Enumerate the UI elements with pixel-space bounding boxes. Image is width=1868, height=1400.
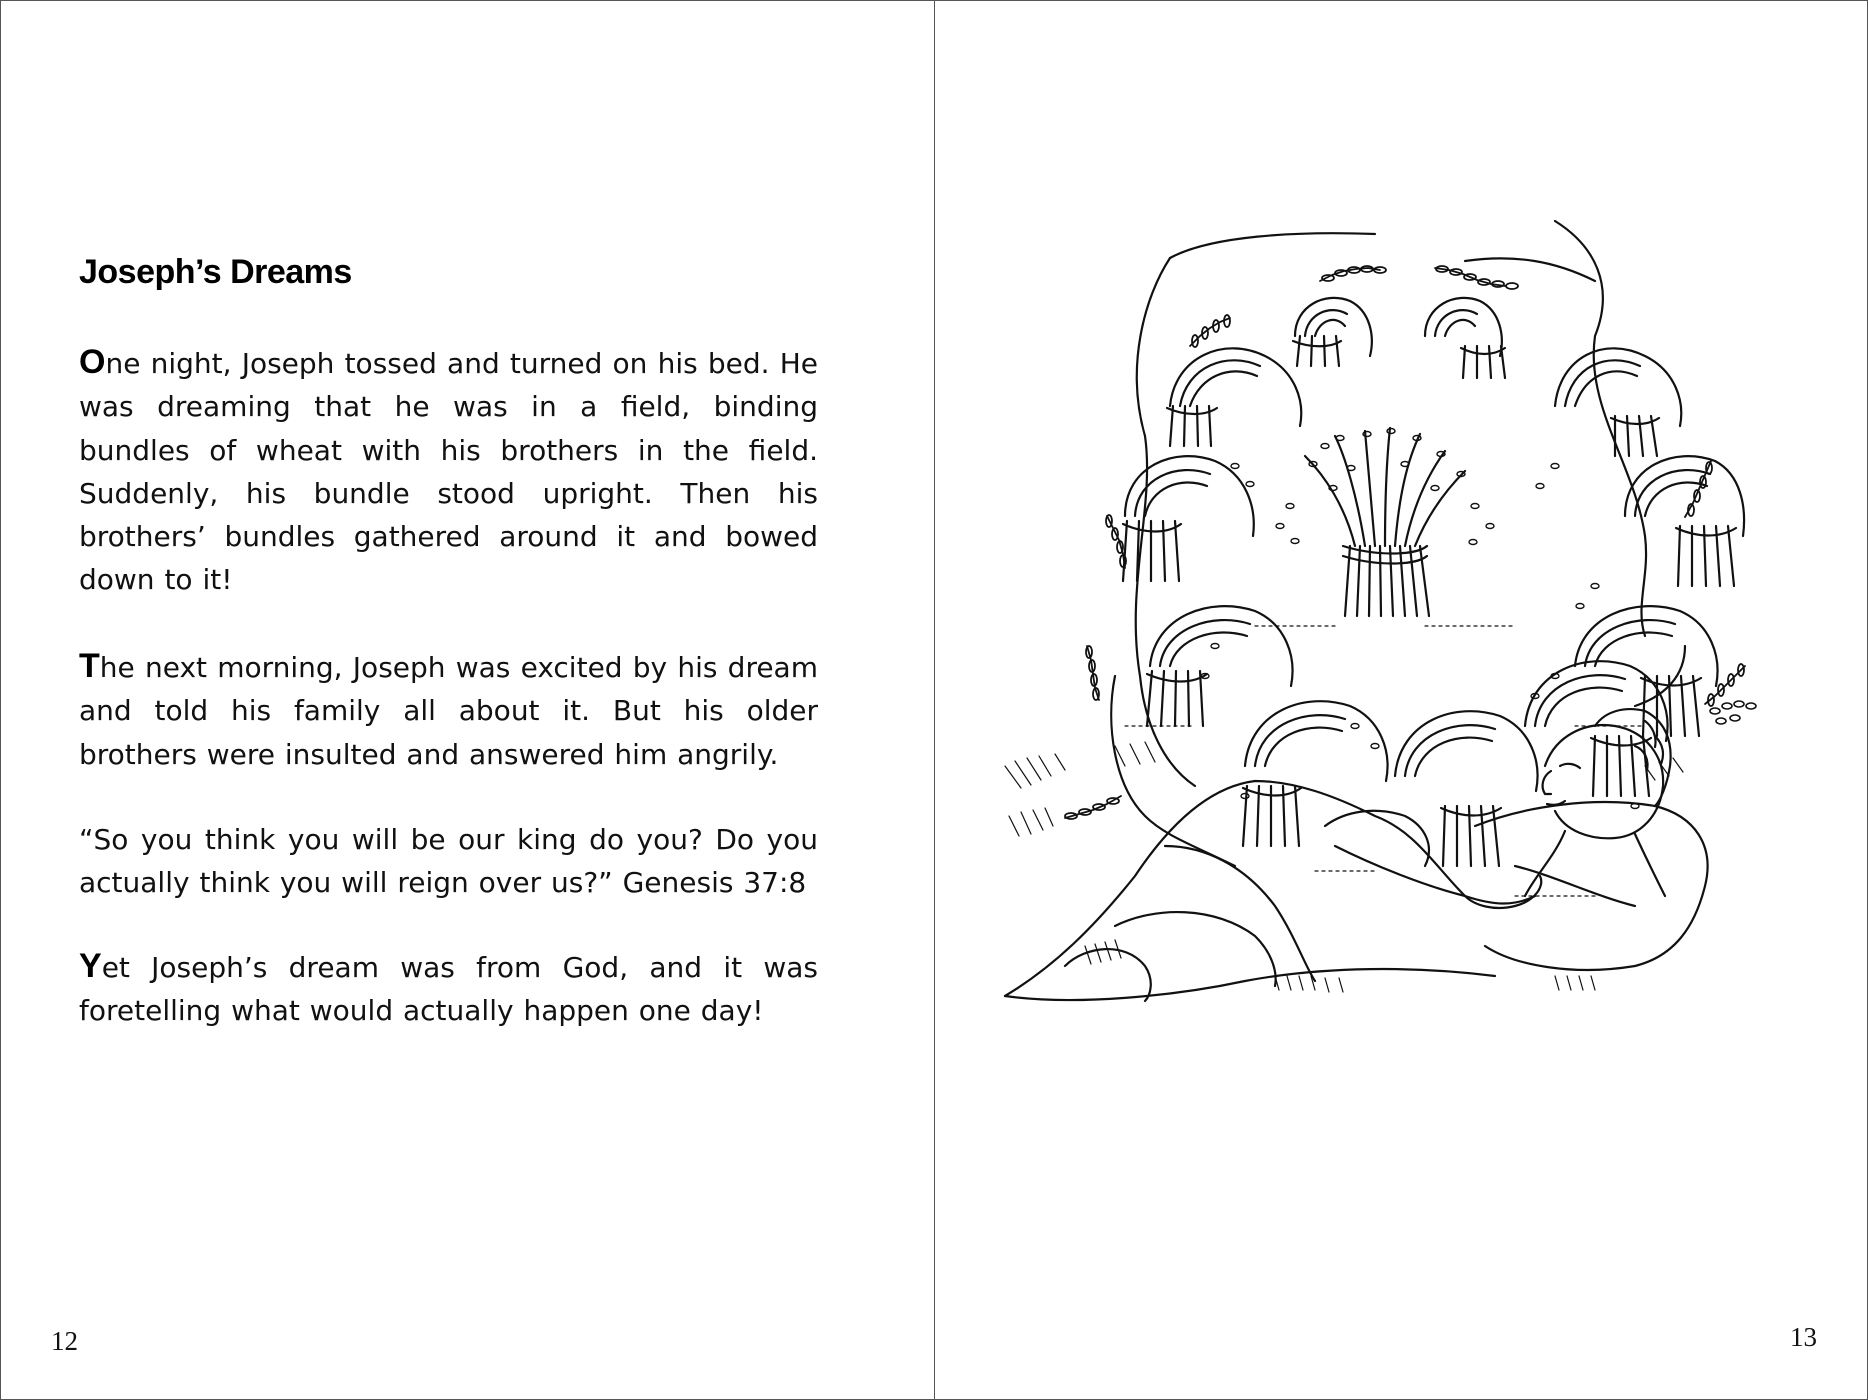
drop-cap: Y [79,947,102,985]
paragraph-text: he next morning, Joseph was excited by his dream and told his family all about it. But his older brothers were insulted and answered him angrily. [79,651,818,771]
scattered-grain [1201,464,1639,809]
page-number-left: 12 [51,1326,78,1356]
drop-cap: O [79,343,106,381]
paragraph-4 [79,945,818,1033]
drop-cap: T [79,647,100,685]
page-title: Joseph’s Dreams [79,253,352,291]
paragraph-2 [79,645,818,776]
paragraph-text: ne night, Joseph tossed and turned on his bed. He was dreaming that he was in a field, binding bundles of wheat with his brothers in the field. Suddenly, his bundle stood upright. Then his brothers’ bundles gathered around it and bowed down to it! [79,347,818,597]
paragraph-text: et Joseph’s dream was from God, and it was foretelling what would actually happen one day! [79,951,818,1028]
joseph-sheaf [1305,428,1465,616]
paragraph-1 [79,341,818,602]
brothers-sheaves [1123,298,1744,866]
scripture-quote [79,818,818,905]
quote-text: “So you think you will be our king do you? Do you actually think you will reign over us?” Genesis 37:8 [79,823,818,900]
page-number-right: 13 [1790,1322,1817,1352]
sheaves-dream-illustration [995,206,1815,1181]
right-page [935,1,1867,1399]
left-page [1,1,935,1399]
